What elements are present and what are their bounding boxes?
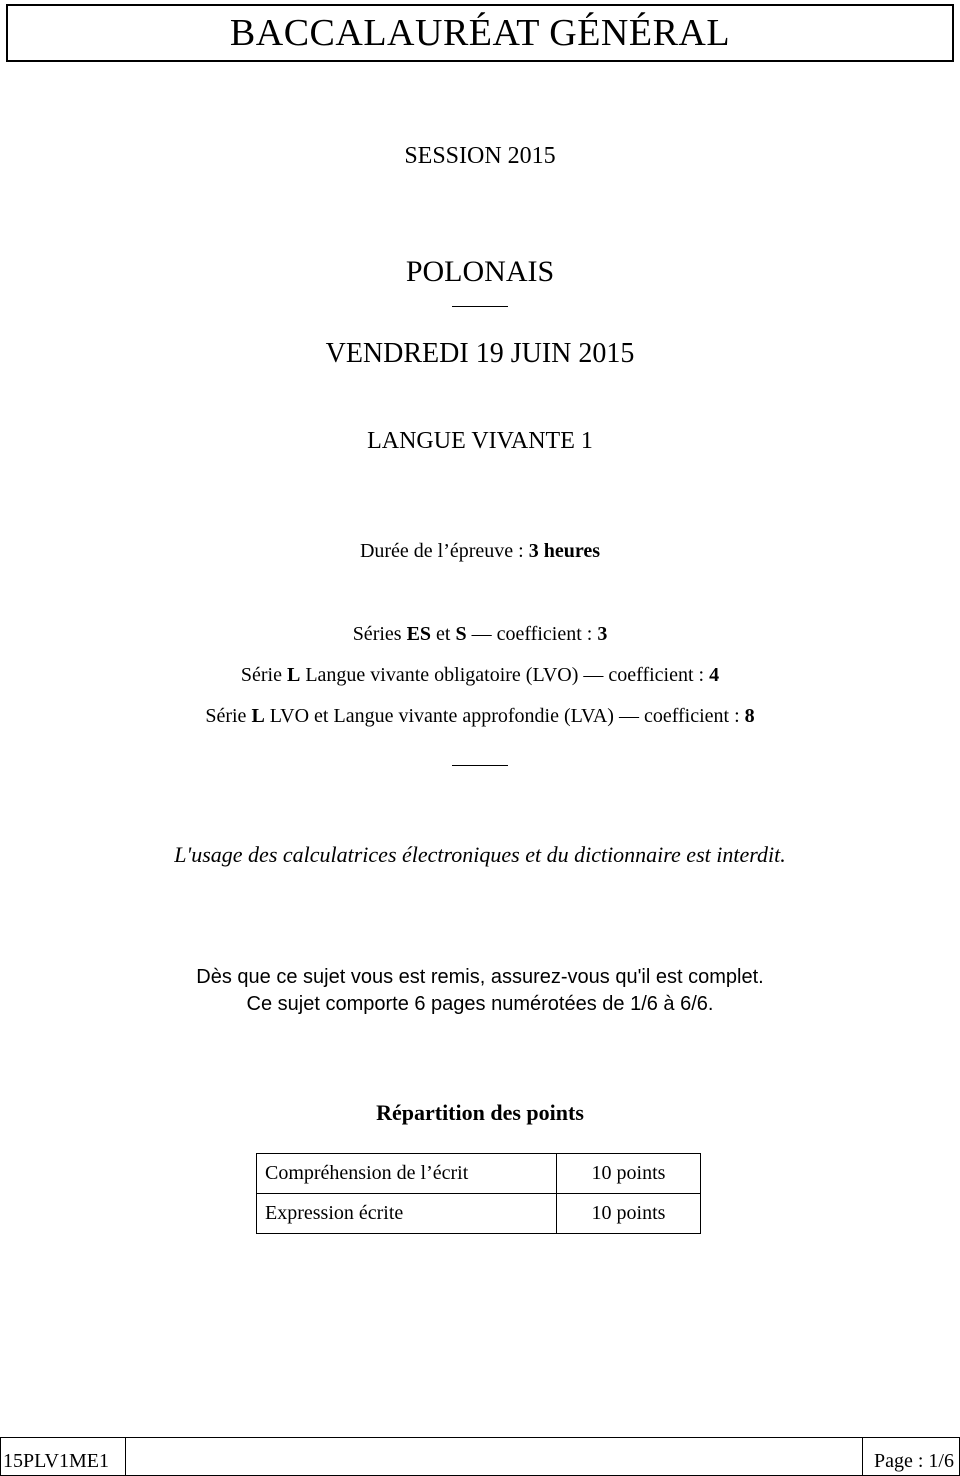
coefficient-text: Langue vivante obligatoire (LVO) — coefficient : <box>300 664 710 686</box>
completeness-notice: Dès que ce sujet vous est remis, assurez-vous qu'il est complet. <box>196 966 764 988</box>
series-name: S <box>455 623 467 645</box>
calculator-notice: L'usage des calculatrices électroniques et du dictionnaire est interdit. <box>174 842 786 867</box>
points-category: Expression écrite <box>257 1194 557 1234</box>
series-name: L <box>251 705 265 727</box>
points-table <box>256 1153 701 1234</box>
coefficient-prefix: Séries <box>352 623 407 645</box>
language-label: POLONAIS <box>405 255 555 288</box>
table-row <box>257 1194 701 1234</box>
table-row <box>257 1154 701 1194</box>
page-number: Page : 1/6 <box>874 1450 954 1472</box>
duration-label: Durée de l’épreuve : <box>359 540 529 562</box>
points-value: 10 points <box>557 1194 701 1234</box>
points-value: 10 points <box>557 1154 701 1194</box>
coefficient-value: 3 <box>597 623 608 645</box>
subject-code: 15PLV1ME1 <box>3 1450 109 1472</box>
coefficient-line-l-lva <box>0 705 960 728</box>
exam-date: VENDREDI 19 JUIN 2015 <box>325 338 635 369</box>
separator-rule <box>452 306 508 307</box>
footer-divider <box>125 1437 126 1476</box>
language-level: LANGUE VIVANTE 1 <box>367 428 593 454</box>
series-name: ES <box>406 623 432 645</box>
coefficient-line-es-s <box>0 623 960 646</box>
points-title: Répartition des points <box>376 1100 584 1125</box>
coefficient-value: 4 <box>709 664 720 686</box>
coefficient-value: 8 <box>744 705 755 727</box>
footer-divider <box>862 1437 863 1476</box>
session-label: SESSION 2015 <box>404 143 556 169</box>
coefficient-text: — coefficient : <box>466 623 598 645</box>
points-category: Compréhension de l’écrit <box>257 1154 557 1194</box>
separator-rule <box>452 765 508 766</box>
exam-title: BACCALAURÉAT GÉNÉRAL <box>6 4 954 62</box>
footer-frame <box>0 1437 960 1476</box>
duration-value: 3 heures <box>528 540 601 562</box>
coefficient-text: LVO et Langue vivante approfondie (LVA) — coefficient : <box>264 705 745 727</box>
page-count-notice: Ce sujet comporte 6 pages numérotées de 1/6 à 6/6. <box>246 993 714 1015</box>
duration-line <box>0 540 960 563</box>
coefficient-connector: et <box>431 623 456 645</box>
coefficient-line-l-lvo <box>0 664 960 687</box>
coefficient-prefix: Série <box>240 664 287 686</box>
series-name: L <box>286 664 301 686</box>
coefficient-prefix: Série <box>205 705 252 727</box>
